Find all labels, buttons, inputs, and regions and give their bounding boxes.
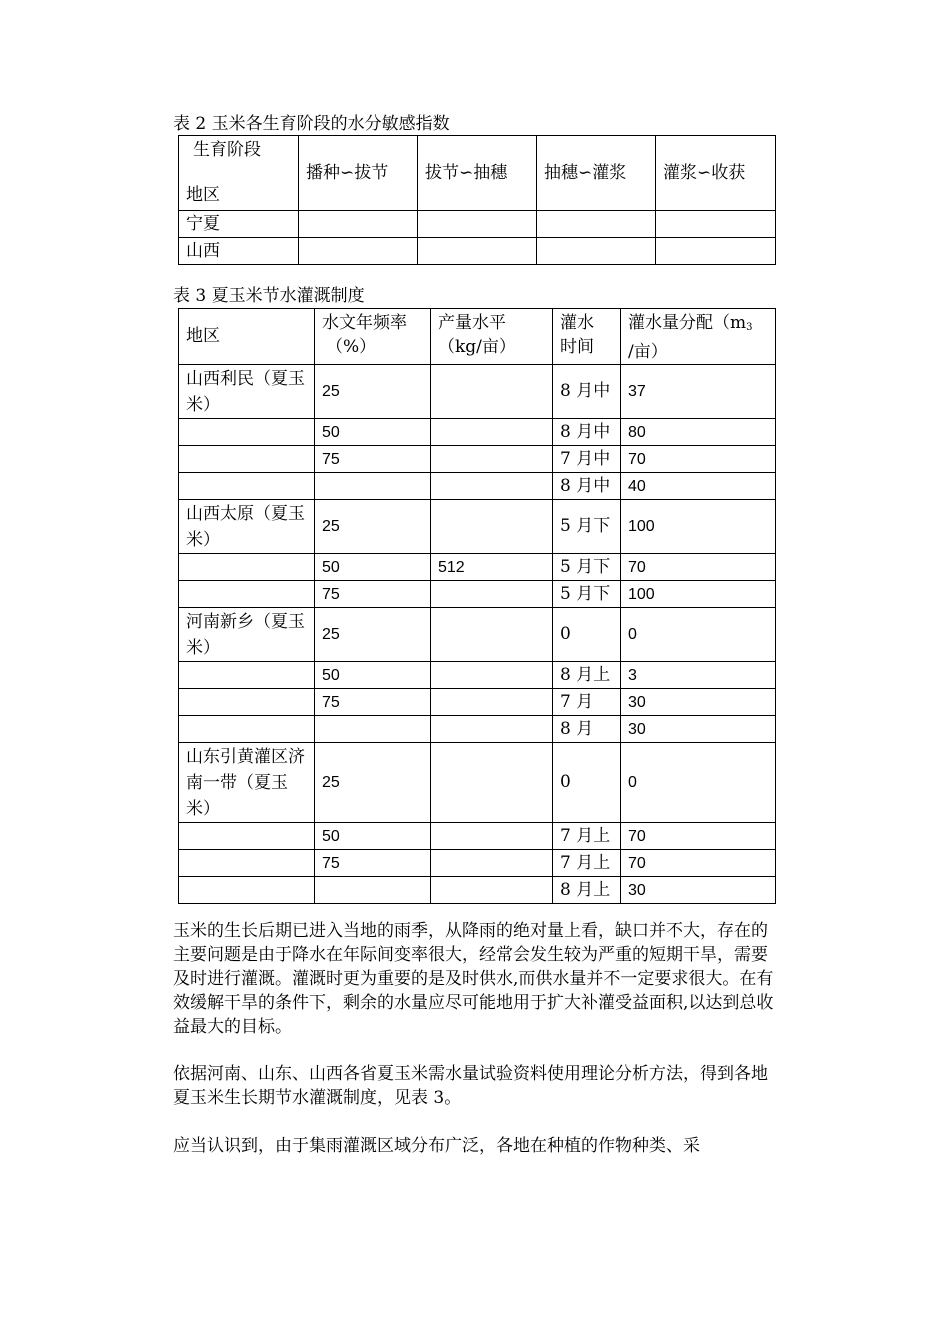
table2-caption: 表 2 玉米各生育阶段的水分敏感指数 [173, 114, 450, 134]
table3-cell-freq [315, 877, 431, 904]
table-row [179, 365, 776, 419]
table3-header-amount [621, 309, 776, 365]
table3-cell-time: 5 月下 [553, 500, 621, 554]
table3-cell-region [179, 554, 315, 581]
table-row [179, 608, 776, 662]
table2 [178, 135, 776, 265]
table3-cell-region: 山西利民（夏玉米） [179, 365, 315, 419]
table2-cell [537, 238, 656, 265]
table3-cell-time: 7 月上 [553, 823, 621, 850]
table-row [179, 419, 776, 446]
table2-cell [537, 211, 656, 238]
table3-cell-region [179, 877, 315, 904]
table2-cell [656, 238, 776, 265]
table3-body [179, 365, 776, 904]
table3-cell-amount: 0 [621, 743, 776, 823]
table3-cell-yield [431, 446, 553, 473]
table3-header-amount-sup: 3 [746, 322, 753, 333]
table3-cell-amount: 37 [621, 365, 776, 419]
table3-header-time-line1: 灌水 [560, 313, 594, 333]
table3-header-freq [315, 309, 431, 365]
table3-cell-yield [431, 877, 553, 904]
table-row [179, 581, 776, 608]
table3-cell-time: 8 月中 [553, 419, 621, 446]
table3-cell-amount: 70 [621, 446, 776, 473]
table3-cell-region [179, 850, 315, 877]
table3-cell-amount: 80 [621, 419, 776, 446]
table3-cell-yield [431, 716, 553, 743]
table3-cell-time: 7 月中 [553, 446, 621, 473]
table3-cell-freq: 50 [315, 662, 431, 689]
table2-cell [299, 238, 418, 265]
paragraph-2: 依据河南、山东、山西各省夏玉米需水量试验资料使用理论分析方法，得到各地夏玉米生长期节水灌溉制度，见表 3。 [173, 1064, 768, 1108]
table-row [179, 823, 776, 850]
table3-cell-region [179, 689, 315, 716]
table3-cell-region: 山东引黄灌区济南一带（夏玉米） [179, 743, 315, 823]
table3-cell-time: 7 月上 [553, 850, 621, 877]
table3-cell-amount: 70 [621, 554, 776, 581]
table-row [179, 877, 776, 904]
table3-cell-region [179, 419, 315, 446]
table3-cell-amount: 70 [621, 850, 776, 877]
table3-header-freq-line1: 水文年频率 [322, 313, 407, 333]
paragraph-1: 玉米的生长后期已进入当地的雨季，从降雨的绝对量上看，缺口并不大，存在的主要问题是由于降水在年际间变率很大，经常会发生较为严重的短期干旱，需要及时进行灌溉。灌溉时更为重要的是及时供水,而供水量并不一定要求很大。在有效缓解干旱的条件下，剩余的水量应尽可能地用于扩大补灌受益面积,以达到总收益最大的目标。 [173, 921, 774, 1037]
table3-cell-amount: 30 [621, 716, 776, 743]
table3-cell-freq [315, 716, 431, 743]
table3-header-amount-line1 [628, 311, 768, 340]
table3-cell-amount: 100 [621, 581, 776, 608]
table3-cell-freq: 25 [315, 743, 431, 823]
table3-header-time [553, 309, 621, 365]
table2-stage-header: 播种∽拔节 [299, 136, 418, 211]
table3-cell-time: 0 [553, 743, 621, 823]
table3-cell-region: 河南新乡（夏玉米） [179, 608, 315, 662]
table3-cell-freq: 50 [315, 823, 431, 850]
table2-stage-header: 灌浆∽收获 [656, 136, 776, 211]
table-row [179, 500, 776, 554]
table3-cell-yield [431, 850, 553, 877]
table3-cell-amount: 40 [621, 473, 776, 500]
table-row [179, 716, 776, 743]
table3-cell-yield [431, 608, 553, 662]
table3-cell-freq: 75 [315, 446, 431, 473]
table3-caption: 表 3 夏玉米节水灌溉制度 [173, 286, 365, 306]
table3-cell-freq: 50 [315, 419, 431, 446]
table2-cell [299, 211, 418, 238]
table3-cell-freq: 25 [315, 608, 431, 662]
table3-header-yield-line2: （kg/亩） [438, 337, 516, 357]
table3 [178, 308, 776, 904]
table3-cell-yield [431, 473, 553, 500]
table3-header-freq-line2: （%） [326, 337, 377, 357]
table3-cell-time: 8 月 [553, 716, 621, 743]
table3-cell-amount: 30 [621, 689, 776, 716]
table-row [179, 743, 776, 823]
table3-header-yield-line1: 产量水平 [438, 313, 506, 333]
table3-cell-time: 8 月上 [553, 877, 621, 904]
table3-cell-region: 山西太原（夏玉米） [179, 500, 315, 554]
table3-cell-region [179, 823, 315, 850]
table-row [179, 689, 776, 716]
table3-cell-freq: 50 [315, 554, 431, 581]
table3-cell-time: 7 月 [553, 689, 621, 716]
table3-cell-yield [431, 662, 553, 689]
table3-cell-freq: 75 [315, 689, 431, 716]
table3-header-yield [431, 309, 553, 365]
table3-cell-freq: 25 [315, 500, 431, 554]
table3-cell-freq: 25 [315, 365, 431, 419]
table2-region-cell: 宁夏 [179, 211, 299, 238]
table2-cell [418, 238, 537, 265]
table-row [179, 473, 776, 500]
table-row [179, 662, 776, 689]
table3-cell-region [179, 662, 315, 689]
table2-corner-cell [179, 136, 299, 211]
table-row [179, 554, 776, 581]
table3-cell-amount: 30 [621, 877, 776, 904]
table3-header-amount-text: 灌水量分配（m [628, 313, 747, 333]
table3-cell-freq: 75 [315, 581, 431, 608]
table3-cell-amount: 100 [621, 500, 776, 554]
table3-cell-yield [431, 500, 553, 554]
table2-stage-header: 拔节∽抽穗 [418, 136, 537, 211]
table3-cell-amount: 0 [621, 608, 776, 662]
table3-cell-yield [431, 743, 553, 823]
table3-cell-yield: 512 [431, 554, 553, 581]
table3-cell-time: 8 月中 [553, 365, 621, 419]
table3-cell-time: 5 月下 [553, 581, 621, 608]
table2-corner-bottom: 地区 [186, 185, 220, 205]
table3-header-amount-line2: /亩） [628, 342, 668, 362]
table3-cell-time: 5 月下 [553, 554, 621, 581]
table3-cell-amount: 3 [621, 662, 776, 689]
table-row [179, 446, 776, 473]
table2-region-cell: 山西 [179, 238, 299, 265]
table3-cell-region [179, 446, 315, 473]
table3-header-region: 地区 [179, 309, 315, 365]
table2-cell [418, 211, 537, 238]
table3-cell-yield [431, 365, 553, 419]
paragraph-3: 应当认识到，由于集雨灌溉区域分布广泛，各地在种植的作物种类、采 [173, 1136, 700, 1156]
table3-cell-region [179, 473, 315, 500]
table3-cell-time: 8 月中 [553, 473, 621, 500]
table3-cell-time: 0 [553, 608, 621, 662]
table3-cell-yield [431, 419, 553, 446]
table2-corner-top: 生育阶段 [193, 140, 261, 160]
table3-cell-yield [431, 581, 553, 608]
table3-cell-freq [315, 473, 431, 500]
table3-cell-amount: 70 [621, 823, 776, 850]
table3-cell-time: 8 月上 [553, 662, 621, 689]
table2-cell [656, 211, 776, 238]
table-row [179, 850, 776, 877]
table3-cell-region [179, 581, 315, 608]
table3-cell-region [179, 716, 315, 743]
table3-cell-yield [431, 689, 553, 716]
table3-cell-yield [431, 823, 553, 850]
table2-stage-header: 抽穗∽灌浆 [537, 136, 656, 211]
table3-cell-freq: 75 [315, 850, 431, 877]
table3-header-time-line2: 时间 [560, 337, 594, 357]
